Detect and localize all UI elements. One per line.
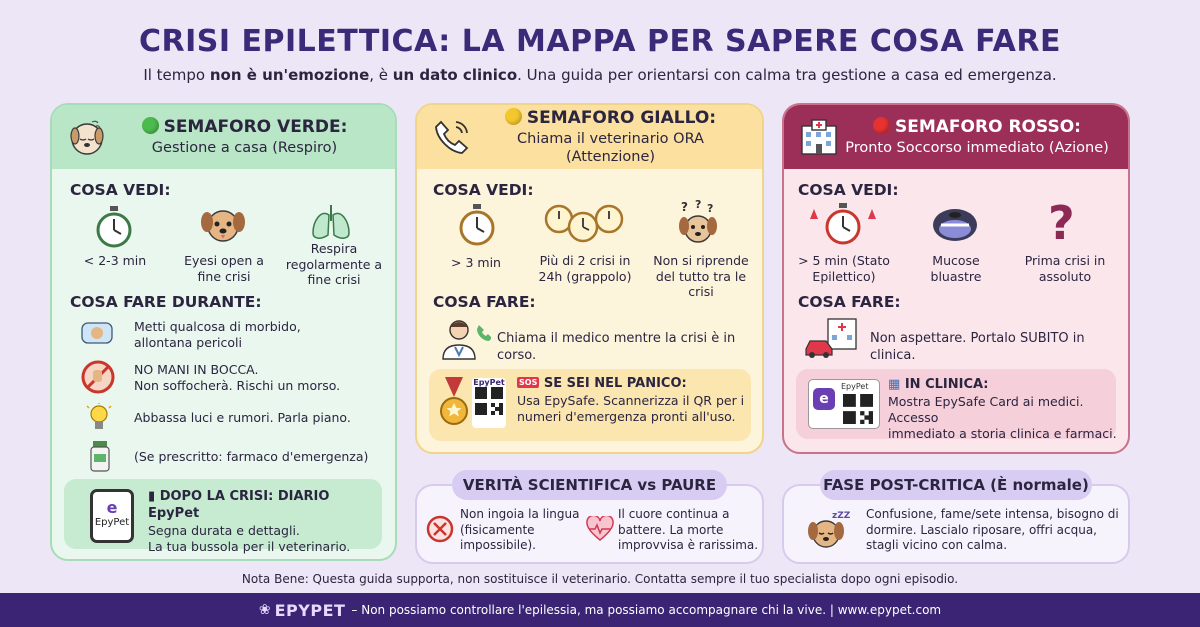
truth-title: VERITÀ SCIENTIFICA vs PAURE <box>452 470 727 500</box>
epypet-logo-icon: e <box>813 388 835 410</box>
svg-text:?: ? <box>1048 199 1075 245</box>
qr-code-icon <box>475 387 503 415</box>
subtitle-part: , è <box>369 66 393 84</box>
red-title: SEMAFORO ROSSO: <box>895 117 1081 138</box>
svg-text:?: ? <box>681 200 688 214</box>
yellow-see-item: Più di 2 crisi in 24h (grappolo) <box>538 253 632 284</box>
yellow-card <box>415 103 764 454</box>
clinic-mini-icon: ▦ <box>888 377 901 392</box>
green-card <box>50 103 397 561</box>
green-do-text: NO MANI IN BOCCA. <box>134 362 259 377</box>
blue-gums-icon <box>928 203 982 247</box>
red-dot-icon <box>873 117 890 134</box>
subtitle-bold: un dato clinico <box>392 66 518 84</box>
green-after-title <box>148 489 378 523</box>
green-card-header <box>52 105 395 169</box>
hospital-icon <box>798 116 840 158</box>
green-do-item: Abbassa luci e rumori. Parla piano. <box>134 410 351 425</box>
red-card <box>782 103 1130 454</box>
yellow-see-item: > 3 min <box>451 255 501 270</box>
footer-bar <box>0 593 1200 627</box>
yellow-subtitle: Chiama il veterinario ORA (Attenzione) <box>517 130 704 165</box>
page-subtitle <box>0 66 1200 84</box>
red-see-item: > 5 min (Stato Epilettico) <box>798 253 890 284</box>
qr-code[interactable] <box>472 378 506 428</box>
green-do-item <box>134 319 384 352</box>
paw-icon: ❀ <box>258 602 271 618</box>
yellow-do-text: Chiama il medico mentre la crisi è in corso. <box>497 331 736 363</box>
sleeping-dog-icon <box>66 116 108 158</box>
green-title: SEMAFORO VERDE: <box>163 117 348 138</box>
sleepy-dog-icon <box>802 508 854 550</box>
dog-face-icon <box>197 205 249 247</box>
clinic-a: Mostra EpySafe Card ai medici. Accesso <box>888 393 1084 426</box>
question-mark-icon <box>1046 199 1080 245</box>
green-see-item: < 2-3 min <box>83 253 147 268</box>
phone-call-icon <box>431 116 473 158</box>
green-dot-icon <box>142 117 159 134</box>
subtitle-bold: non è un'emozione <box>209 66 370 84</box>
lightbulb-icon <box>86 403 112 433</box>
lungs-icon <box>308 201 354 245</box>
red-see-item: Mucose bluastre <box>930 253 982 284</box>
svg-text:?: ? <box>695 199 702 211</box>
red-do-text: Non aspettare. Portalo SUBITO in clinica. <box>870 331 1085 363</box>
green-do-item <box>134 362 384 395</box>
green-see-item: Eyesi open a fine crisi <box>184 253 264 284</box>
red-do-label: COSA FARE: <box>798 293 901 311</box>
panic-a: Usa EpySafe. Scannerizza il QR per i <box>517 392 745 408</box>
green-after-text <box>148 489 378 555</box>
prohibited-icon <box>425 514 455 544</box>
panic-title-text: SE SEI NEL PANICO: <box>543 376 687 391</box>
page-title: CRISI EPILETTICA: LA MAPPA PER SAPERE COSA FARE <box>138 24 1061 59</box>
red-subtitle: Pronto Soccorso immediato (Azione) <box>845 139 1109 156</box>
qr-code-icon <box>843 394 873 424</box>
panic-title <box>517 376 753 393</box>
emergency-stopwatch-icon <box>806 201 880 247</box>
stopwatch-icon <box>457 203 497 247</box>
green-subtitle: Gestione a casa (Respiro) <box>151 139 338 156</box>
doctor-icon <box>439 317 491 361</box>
multiple-clocks-icon <box>543 201 627 245</box>
green-do-label: COSA FARE DURANTE: <box>70 293 262 311</box>
tag-label: EpyPet <box>473 378 505 387</box>
epysafe-card[interactable] <box>808 379 880 429</box>
cushion-icon <box>80 319 114 347</box>
green-do-text: Non soffocherà. Rischi un morso. <box>134 378 341 394</box>
green-do-item: (Se prescritto: farmaco d'emergenza) <box>134 449 369 464</box>
svg-text:?: ? <box>707 202 714 215</box>
green-after-b: La tua bussola per il veterinario. <box>148 539 351 555</box>
clinic-title <box>888 377 1124 394</box>
ambulance-clinic-icon <box>804 317 860 359</box>
post-text: Confusione, fame/sete intensa, bisogno di dormire. Lascialo riposare, offri acqua, stagli vicino con calma. <box>866 507 1119 553</box>
green-see-label: COSA VEDI: <box>70 181 171 199</box>
yellow-dot-icon <box>505 108 522 125</box>
footer-logo: EPYPET <box>274 600 346 620</box>
yellow-card-header <box>417 105 762 169</box>
truth-a: Non ingoia la lingua (fisicamente impossibile). <box>460 507 580 553</box>
red-card-header <box>784 105 1128 169</box>
subtitle-part: . Una guida per orientarsi con calma tra gestione a casa ed emergenza. <box>517 66 1057 84</box>
phone-label: EpyPet <box>94 517 130 528</box>
yellow-title: SEMAFORO GIALLO: <box>526 108 717 129</box>
medicine-bottle-icon <box>88 439 112 473</box>
card-label: EpyPet <box>841 382 869 391</box>
panic-b: numeri d'emergenza pronti all'uso. <box>517 409 736 425</box>
green-do-text: Metti qualcosa di morbido, <box>134 319 301 334</box>
post-title: FASE POST-CRITICA (È normale) <box>820 470 1092 500</box>
green-after-a: Segna durata e dettagli. <box>148 522 300 538</box>
disclaimer-note: Nota Bene: Questa guida supporta, non sostituisce il veterinario. Contatta sempre il tuo specialista dopo ogni episodio. <box>241 572 959 586</box>
truth-b: Il cuore continua a battere. La morte improvvisa è rarissima. <box>618 507 759 553</box>
red-see-label: COSA VEDI: <box>798 181 899 199</box>
sos-icon: SOS <box>519 378 538 387</box>
yellow-see-item: Non si riprende del tutto tra le crisi <box>653 253 749 300</box>
yellow-do-label: COSA FARE: <box>433 293 536 311</box>
clinic-b: immediato a storia clinica e farmaci. <box>888 426 1117 442</box>
phone-mini-icon: ▮ <box>148 489 160 504</box>
green-do-text: allontana pericoli <box>134 335 242 351</box>
subtitle-part: Il tempo <box>143 66 210 84</box>
yellow-panic-text <box>517 376 753 425</box>
medal-tag-icon <box>439 375 469 433</box>
red-clinic-text <box>888 377 1124 443</box>
no-hands-icon <box>80 359 116 395</box>
svg-text:zZZ: zZZ <box>832 511 851 521</box>
heartbeat-icon <box>586 516 614 542</box>
red-see-item: Prima crisi in assoluto <box>1024 253 1106 284</box>
confused-dog-icon <box>673 199 723 247</box>
green-see-item: Respira regolarmente a fine crisi <box>285 241 383 288</box>
epypet-phone-icon: e EpyPet <box>90 489 134 543</box>
footer-text: – Non possiamo controllare l'epilessia, ma possiamo accompagnare chi la vive. | www.epypet.com <box>351 603 942 617</box>
yellow-see-label: COSA VEDI: <box>433 181 534 199</box>
clinic-title-text: IN CLINICA: <box>904 377 989 392</box>
stopwatch-icon <box>94 205 134 249</box>
after-title-text: DOPO LA CRISI: DIARIO EpyPet <box>148 489 330 521</box>
